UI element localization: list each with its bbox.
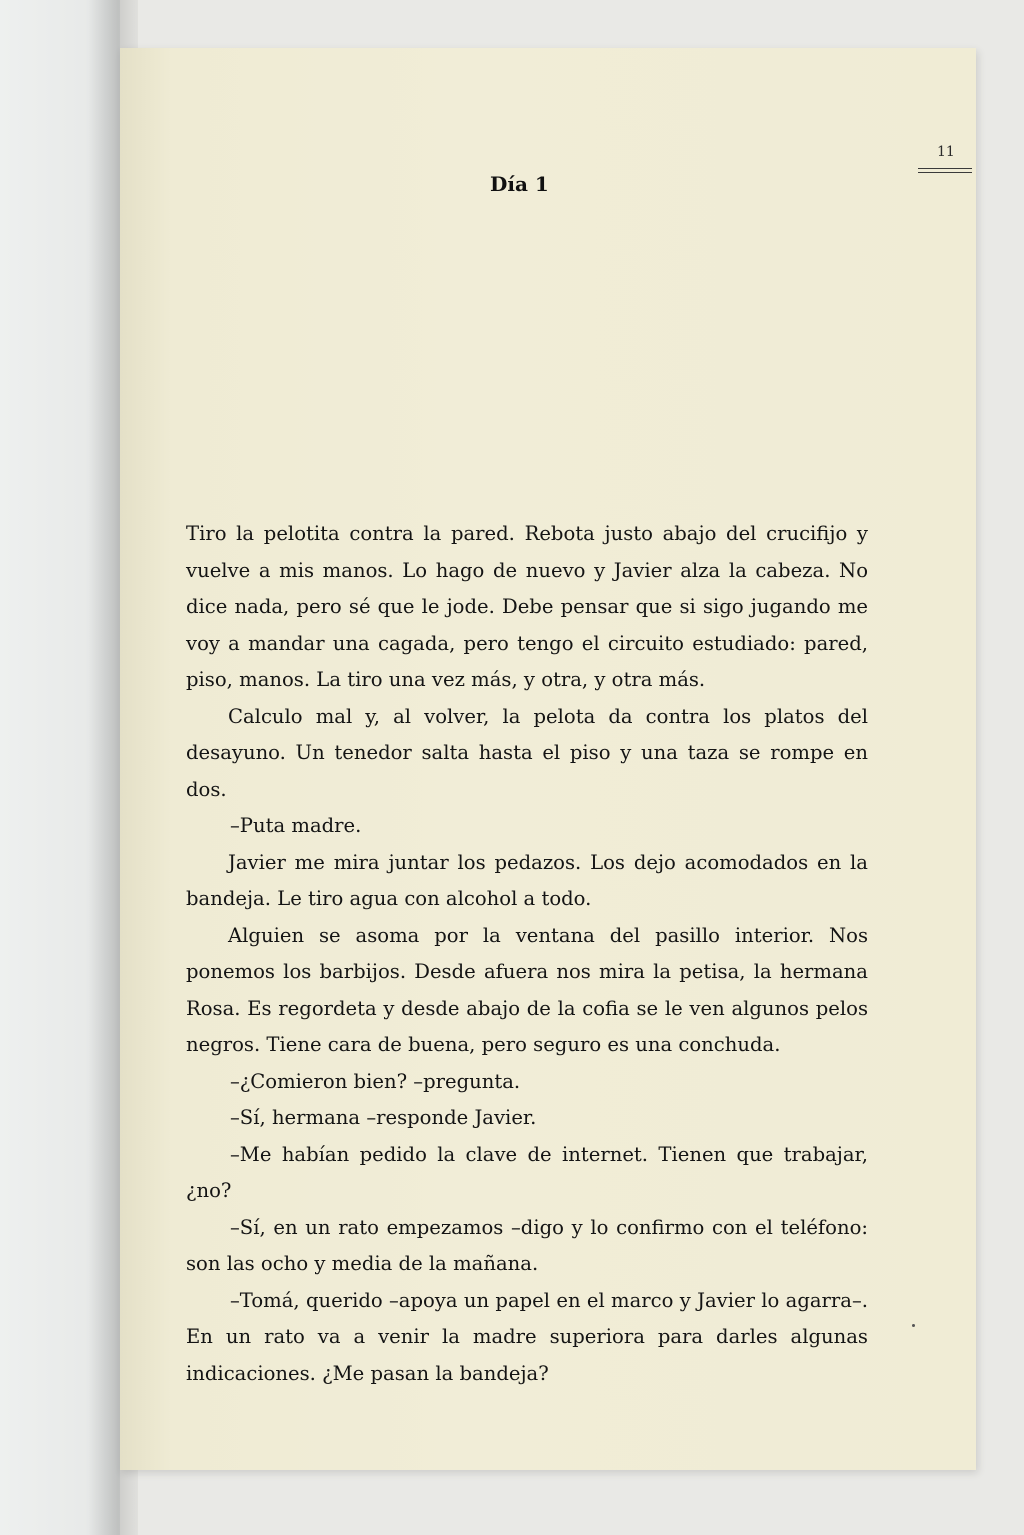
paragraph: Alguien se asoma por la ventana del pasillo interior. Nos ponemos los barbijos. Desde afuera nos mira la petisa, la hermana Rosa. Es regordeta y desde abajo de la cofia se le ven algunos pelos negros. Tiene cara de buena, pero seguro es una conchuda. bbox=[186, 923, 868, 1056]
dialogue-line: –Puta madre. bbox=[230, 814, 362, 837]
dialogue-line: –Me habían pedido la clave de internet. Tienen que trabajar, ¿no? bbox=[186, 1142, 868, 1202]
page-speck bbox=[912, 1324, 915, 1327]
chapter-title: Día 1 bbox=[490, 172, 549, 196]
dialogue-line: –Sí, en un rato empezamos –digo y lo confirmo con el teléfono: son las ocho y media de la mañana. bbox=[186, 1215, 868, 1275]
paragraph: Javier me mira juntar los pedazos. Los dejo acomodados en la bandeja. Le tiro agua con alcohol a todo. bbox=[186, 850, 868, 910]
paragraph: Calculo mal y, al volver, la pelota da contra los platos del desayuno. Un tenedor salta hasta el piso y una taza se rompe en dos. bbox=[186, 704, 868, 801]
body-text bbox=[186, 516, 868, 1392]
dialogue-line: –¿Comieron bien? –pregunta. bbox=[230, 1069, 521, 1093]
dialogue-line: –Tomá, querido –apoya un papel en el marco y Javier lo agarra–. En un rato va a venir la madre superiora para darles algunas indicaciones. ¿Me pasan la bandeja? bbox=[186, 1288, 868, 1385]
paragraph: Tiro la pelotita contra la pared. Rebota justo abajo del crucifijo y vuelve a mis manos. Lo hago de nuevo y Javier alza la cabeza. No dice nada, pero sé que le jode. Debe pensar que si sigo jugando me voy a mandar una cagada, pero tengo el circuito estudiado: pared, piso, manos. La tiro una vez más, y otra, y otra más. bbox=[186, 522, 868, 691]
dialogue-line: –Sí, hermana –responde Javier. bbox=[230, 1106, 537, 1129]
page-number: 11 bbox=[937, 144, 955, 160]
page-number-rule-second bbox=[918, 172, 972, 173]
page-number-rule bbox=[918, 168, 972, 169]
